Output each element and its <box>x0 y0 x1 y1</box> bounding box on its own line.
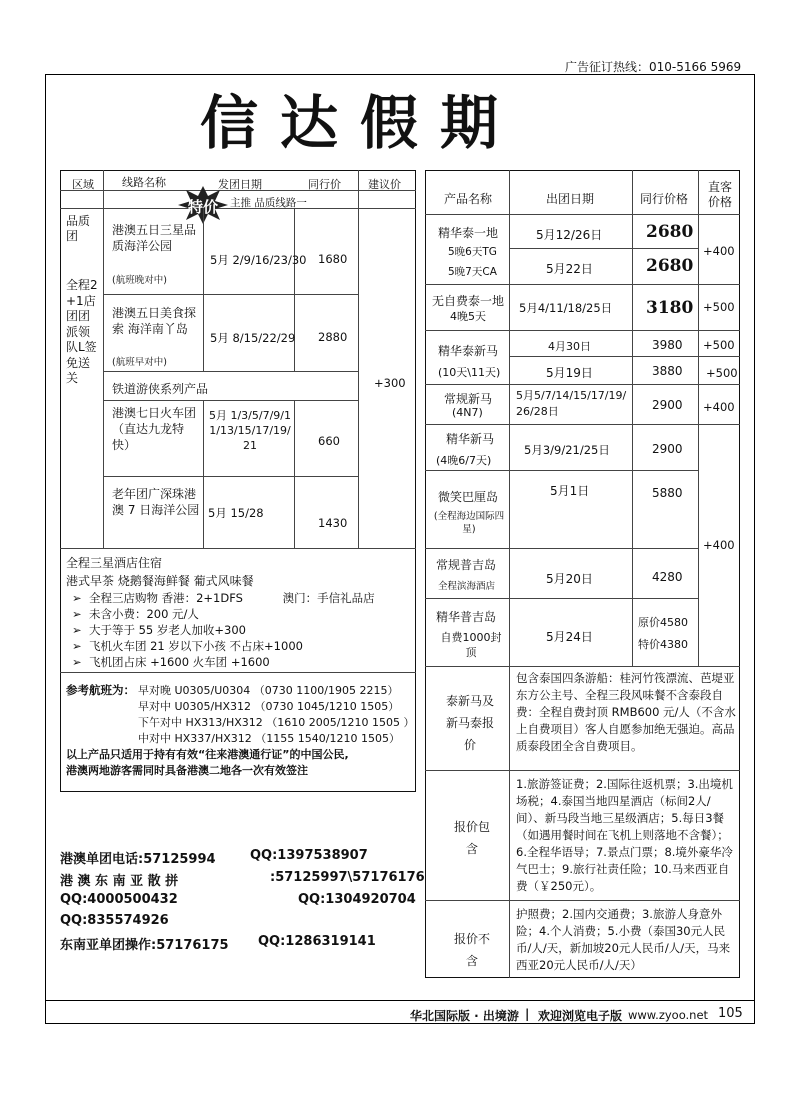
arrow-icon: ➢ <box>72 591 89 605</box>
product-sub-1: 5晚6天TG <box>448 246 497 258</box>
arrow-icon: ➢ <box>72 655 89 669</box>
route-name-2: 港澳五日美食探索 海洋南丫岛 <box>112 306 197 336</box>
col-header-net-price: 同行价 <box>308 178 341 191</box>
route-dates-2: 5月 8/15/22/29 <box>210 331 296 345</box>
route-price-2: 2880 <box>318 330 348 344</box>
arrow-icon: ➢ <box>72 607 89 621</box>
contact-qq-3: QQ:835574926 <box>60 913 169 928</box>
footer-website[interactable]: www.zyoo.net <box>628 1008 709 1022</box>
notes-item-2 <box>72 622 246 638</box>
info-label-1: 泰新马及新马泰报价 <box>445 694 494 752</box>
product-dates-3: 5月4/11/18/25日 <box>519 301 613 315</box>
product-sub-2: 5晚7天CA <box>448 266 497 278</box>
product-dates-10: 5月24日 <box>546 630 593 644</box>
product-price-special-10: 特价4380 <box>638 638 688 651</box>
notes-item-text: 未含小费：200 元/人 <box>88 607 199 621</box>
route-dates-4: 5月 15/28 <box>208 506 264 520</box>
notes-item-1 <box>72 606 199 622</box>
product-dates-1: 5月12/26日 <box>536 228 603 242</box>
product-price-6: 2900 <box>652 398 683 412</box>
ad-hotline: 广告征订热线：010-5166 5969 <box>565 60 742 74</box>
product-price-7: 2900 <box>652 442 683 456</box>
route-note-2: (航班早对中) <box>112 357 167 368</box>
product-sub-7: (4晚6/7天) <box>436 454 492 467</box>
flight-1: 早对晚 U0305/U0304 （0730 1100/1905 2215） <box>138 684 399 697</box>
retail-price-1: +400 <box>703 244 735 258</box>
footer-slogan: 欢迎浏览电子版 <box>538 1009 623 1023</box>
product-price-5: 3880 <box>652 364 683 378</box>
notes-item-3 <box>72 638 303 654</box>
page-number: 105 <box>718 1006 743 1021</box>
info-text-3: 护照费；2.国内交通费；3.旅游人身意外险；4.个人消费；5.小费（泰国30元人民币/人/天，新加坡20元人民币/人/天，马来西亚20元人民币/人/天） <box>516 907 731 972</box>
notes-item-4 <box>72 654 270 670</box>
retail-price-5: +400 <box>703 400 735 414</box>
region-label: 品质团 <box>66 214 91 243</box>
route-name-4: 老年团广深珠港澳 7 日海洋公园 <box>112 487 200 517</box>
product-price-8: 5880 <box>652 486 683 500</box>
product-name-7: 精华新马 <box>446 432 495 446</box>
notes-shopping-hk: 全程三店购物 香港：2+1DFS <box>88 591 243 605</box>
product-dates-5: 5月19日 <box>546 366 593 380</box>
product-name-3: 无自费泰一地 <box>432 294 505 308</box>
contact-sea-label: 港 澳 东 南 亚 散 拼 <box>60 874 179 889</box>
footer-publication: 华北国际版 · 出境游 <box>410 1009 519 1023</box>
retail-price-3: +500 <box>703 338 735 352</box>
route-dates-3: 5月 1/3/5/7/9/11/13/15/17/19/21 <box>208 409 292 452</box>
contact-qq-1: QQ:4000500432 <box>60 892 178 907</box>
info-text-2: 1.旅游签证费；2.国际往返机票；3.出境机场税；4.泰国当地四星酒店（标间2人/间）、新马段当地三星级酒店；5.每日3餐（如遇用餐时间在飞机上则落地不含餐）；6.全程华语导；7.景点门票；8.境外豪华冷气巴士；9.旅行社责任险；10.马来西亚自费（￥250元）。 <box>516 777 733 893</box>
notes-item-text: 大于等于 55 岁老人加收+300 <box>88 623 246 637</box>
region-description: 全程2+1店团团派领队L签免送关 <box>66 278 98 385</box>
retail-price-6: +400 <box>703 538 735 552</box>
col-header-region: 区域 <box>72 178 94 191</box>
notes-item-text: 飞机团占床 +1600 火车团 +1600 <box>88 655 270 669</box>
product-price-4: 3980 <box>652 338 683 352</box>
route-dates-1: 5月 2/9/16/23/30 <box>210 253 307 267</box>
footer-divider: | <box>525 1007 530 1021</box>
contact-qq-2: QQ:1304920704 <box>298 892 416 907</box>
product-sub-8: (全程海边国际四星) <box>433 511 505 535</box>
product-price-3: 3180 <box>646 298 694 318</box>
info-label-2: 报价包含 <box>453 820 490 856</box>
product-sub-6: (4N7) <box>452 406 483 419</box>
notes-meals: 港式早茶 烧鹅餐海鲜餐 葡式风味餐 <box>66 574 254 588</box>
info-label-3: 报价不含 <box>453 932 490 968</box>
suggested-price: +300 <box>374 376 406 390</box>
notes-footer-2: 港澳两地游客需同时具备港澳二地各一次有效签注 <box>66 764 308 777</box>
route-note-1: (航班晚对中) <box>112 275 167 286</box>
product-dates-7: 5月3/9/21/25日 <box>524 443 610 457</box>
footer-rule <box>45 1000 755 1001</box>
notes-item-text: 飞机火车团 21 岁以下小孩 不占床+1000 <box>88 639 303 653</box>
product-name-9: 常规普吉岛 <box>436 558 497 572</box>
rcol-header-net-price: 同行价格 <box>640 192 689 206</box>
retail-price-2: +500 <box>703 300 735 314</box>
product-sub-3: 4晚5天 <box>450 310 486 323</box>
contact-sea-ops-qq: QQ:1286319141 <box>258 934 376 949</box>
product-dates-6: 5月5/7/14/15/17/19/26/28日 <box>516 389 627 418</box>
product-name-6: 常规新马 <box>444 392 493 406</box>
product-name-8: 微笑巴厘岛 <box>438 490 499 504</box>
contact-sea-ops: 东南亚单团操作:57176175 <box>60 938 229 953</box>
notes-shopping-row <box>72 590 375 606</box>
contact-hk-group: 港澳单团电话:57125994 <box>60 852 216 867</box>
product-sub-10: 自费1000封顶 <box>440 631 502 659</box>
product-price-2: 2680 <box>646 256 694 276</box>
rail-series-label: 铁道游侠系列产品 <box>112 382 209 396</box>
contact-hk-qq: QQ:1397538907 <box>250 848 368 863</box>
product-name-4: 精华泰新马 <box>438 344 499 358</box>
product-price-orig-10: 原价4580 <box>638 616 688 629</box>
rcol-header-retail-price: 直客价格 <box>707 180 732 209</box>
col-header-suggest-price: 建议价 <box>368 178 401 191</box>
notes-shopping-mo: 澳门：手信礼品店 <box>282 591 375 605</box>
flight-2: 早对中 U0305/HX312 （0730 1045/1210 1505） <box>138 700 400 713</box>
col-header-date: 发团日期 <box>218 178 262 191</box>
brand-title: 信达假期 <box>200 89 521 157</box>
product-sub-9: 全程滨海酒店 <box>438 581 496 592</box>
route-price-4: 1430 <box>318 516 348 530</box>
product-dates-4: 4月30日 <box>548 340 591 353</box>
product-dates-2: 5月22日 <box>546 262 593 276</box>
product-price-1: 2680 <box>646 222 694 242</box>
product-name-10: 精华普吉岛 <box>436 610 497 624</box>
product-price-9: 4280 <box>652 570 683 584</box>
product-dates-9: 5月20日 <box>546 572 593 586</box>
arrow-icon: ➢ <box>72 639 89 653</box>
product-dates-8: 5月1日 <box>550 484 590 498</box>
retail-price-4: +500 <box>706 366 738 380</box>
info-text-1: 包含泰国四条游船：桂河竹筏漂流、芭堤亚东方公主号、全程三段风味餐不含泰段自费：全程自费封顶 RMB600 元/人（不含水上自费项目）客人自愿参加绝无强迫。高品质泰段团全含自费项目。 <box>516 671 736 753</box>
flight-3: 下午对中 HX313/HX312 （1610 2005/1210 1505 ） <box>138 716 415 729</box>
special-price-label: 特价 <box>188 198 219 216</box>
product-sub-5: (10天\11天) <box>438 366 501 379</box>
flights-label: 参考航班为： <box>66 683 135 697</box>
col-header-route: 线路名称 <box>122 176 166 189</box>
product-name-1: 精华泰一地 <box>438 226 499 240</box>
subheader-featured: 主推 品质线路一 <box>230 197 307 209</box>
notes-title: 全程三星酒店住宿 <box>66 556 163 570</box>
rcol-header-date: 出团日期 <box>546 192 595 206</box>
route-name-3: 港澳七日火车团（直达九龙特快） <box>112 406 197 452</box>
route-name-1: 港澳五日三星品质海洋公园 <box>112 223 197 253</box>
rcol-header-product: 产品名称 <box>444 192 493 206</box>
flight-4: 中对中 HX337/HX312 （1155 1540/1210 1505） <box>138 732 400 745</box>
route-price-3: 660 <box>318 434 340 448</box>
route-price-1: 1680 <box>318 252 348 266</box>
arrow-icon: ➢ <box>72 623 89 637</box>
notes-footer-1: 以上产品只适用于持有有效“往来港澳通行证”的中国公民, <box>66 748 349 761</box>
contact-sea-tel: :57125997\57176176 <box>270 870 425 885</box>
